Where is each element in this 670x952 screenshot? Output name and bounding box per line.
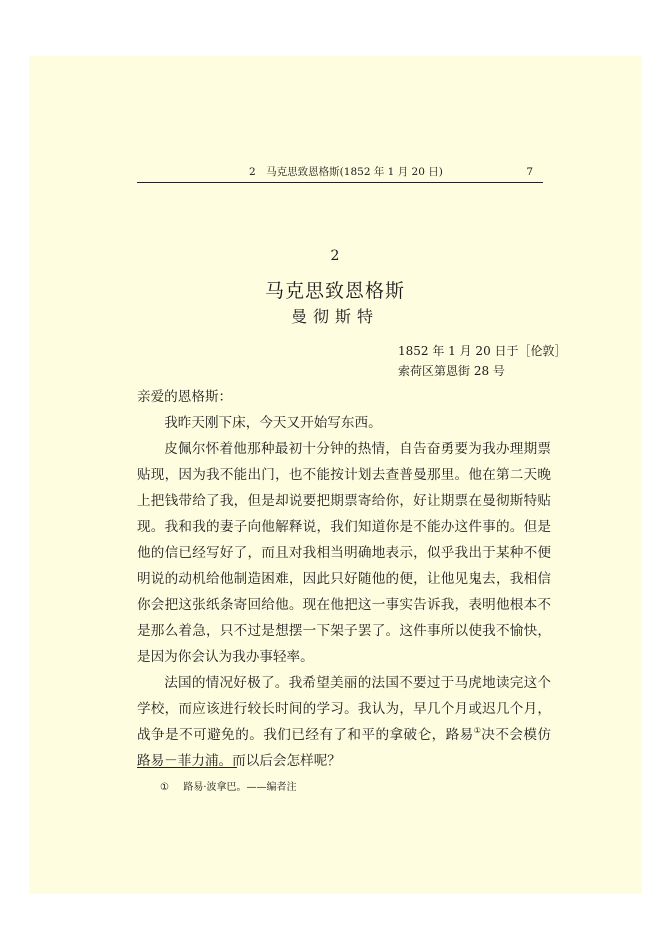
letter-body [137, 384, 551, 774]
paragraph: 我昨天刚下床，今天又开始写东西。 [164, 415, 382, 431]
footnote-text: 路易·波拿巴。——编者注 [183, 782, 297, 793]
letter-recipient-place: 曼彻斯特 [290, 307, 379, 326]
salutation: 亲爱的恩格斯： [137, 389, 233, 405]
letter-title: 马克思致恩格斯 [264, 280, 405, 302]
page-number: 7 [526, 166, 533, 178]
dateline-address: 索荷区第恩街 28 号 [398, 364, 505, 378]
paragraph-text: 法国的情况好极了。我希望美丽的法国不要过于马虎地读完这个学校，而应该进行较长时间的学习。我认为，早几个月或迟几个月，战争是不可避免的。我们已经有了和平的拿破仑，路易 [137, 675, 551, 743]
paragraph-text: 决不会模仿路易－菲力浦。而以后会怎样呢？ [137, 727, 552, 769]
letter-number: 2 [330, 248, 340, 264]
paragraph [137, 670, 551, 774]
footnote-rule [137, 767, 237, 768]
footnote-marker: ① [160, 782, 169, 793]
header-rule [137, 182, 543, 183]
footnote [160, 780, 297, 796]
running-head-title: 2 马克思致恩格斯(1852 年 1 月 20 日) [249, 166, 443, 178]
footnote-reference[interactable]: ① [473, 726, 482, 735]
dateline-date: 1852 年 1 月 20 日于［伦敦］ [398, 344, 567, 358]
paragraph: 皮佩尔怀着他那种最初十分钟的热情，自告奋勇要为我办理期票贴现，因为我不能出门，也不能按计划去查普曼那里。他在第二天晚上把钱带给了我，但是却说要把期票寄给你，好让期票在曼彻斯特贴现。我和我的妻子向他解释说，我们知道你是不能办这件事的。但是他的信已经写好了，而且对我相当明确地表示，似乎我出于某种不便明说的动机给他制造困难，因此只好随他的便，让他见鬼去，我相信你会把这张纸条寄回给他。现在他把这一事实告诉我，表明他根本不是那么着急，只不过是想摆一下架子罢了。这件事所以使我不愉快，是因为你会认为我办事轻率。 [137, 441, 551, 665]
running-head [137, 164, 543, 180]
